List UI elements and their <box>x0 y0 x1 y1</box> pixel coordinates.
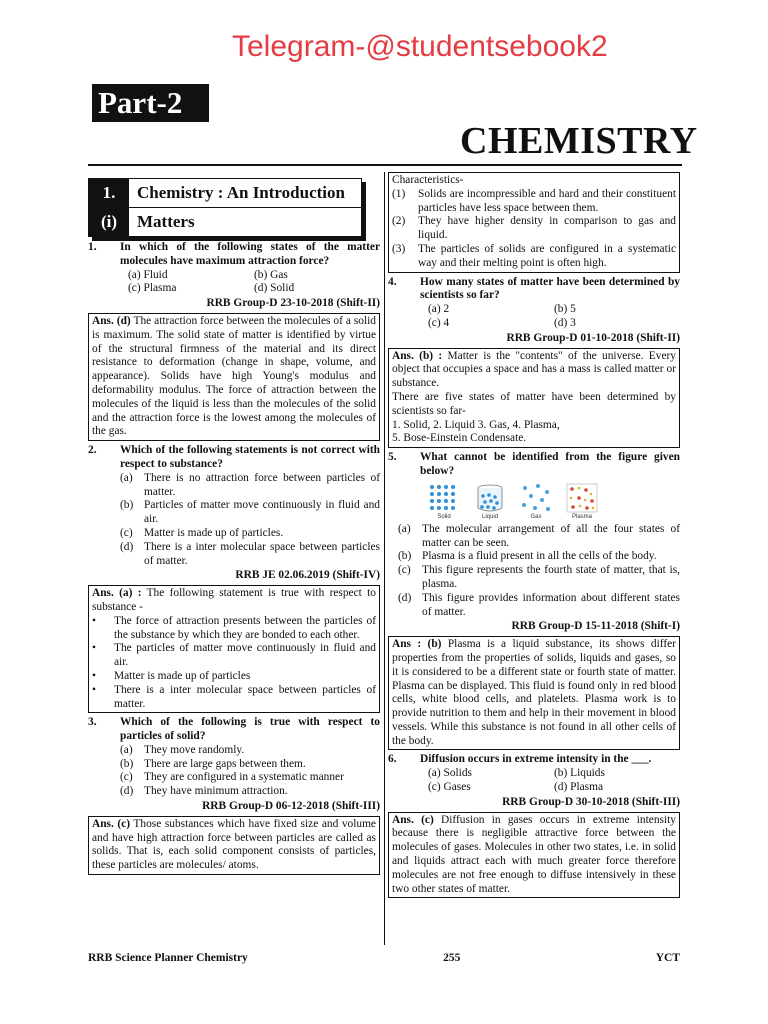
option: (a) Fluid <box>128 268 168 281</box>
question-number: 5. <box>388 451 397 464</box>
chapter-number: 1. <box>89 179 129 207</box>
answer-label: Ans. (c) <box>92 817 131 830</box>
option: (d) This figure provides information about different states of matter. <box>398 591 680 618</box>
bullet-item: • There is a inter molecular space between particles of matter. <box>92 683 376 710</box>
plasma-particles-image <box>566 483 598 513</box>
option: (b) Liquids <box>554 767 605 780</box>
question-6-options <box>388 767 680 795</box>
question-number: 4. <box>388 275 397 288</box>
option: (a) The molecular arrangement of all the four states of matter can be seen. <box>398 522 680 549</box>
option: (a) There is no attraction force between particles of matter. <box>120 471 380 498</box>
answer-text: The following statement is true with respect to substance - <box>92 587 376 613</box>
bullet-item: • The particles of matter move continuously in fluid and air. <box>92 642 376 669</box>
question-2-options <box>88 472 380 569</box>
figure-label: Gas <box>530 513 542 520</box>
section-title: Matters <box>137 212 195 232</box>
answer-text: Those substances which have fixed size and volume and have high attraction force between particles are called as solids. That is, each solid component consists of particles, these particles are molecules/ atoms. <box>92 817 376 872</box>
answer-box <box>88 313 380 441</box>
option: (a) 2 <box>428 303 450 316</box>
figure-label: Liquid <box>481 513 498 520</box>
question-5 <box>388 451 680 479</box>
page-footer <box>88 952 680 966</box>
answer-text: 1. Solid, 2. Liquid 3. Gas, 4. Plasma, <box>392 418 560 431</box>
footer-book-title: RRB Science Planner Chemistry <box>88 952 248 964</box>
page-number: 255 <box>443 952 461 964</box>
option: (c) Gases <box>428 781 471 794</box>
question-2 <box>88 444 380 472</box>
figure-label: Solid <box>437 513 451 520</box>
characteristic-item: (1) Solids are incompressible and hard and their constituent particles have less space between them. <box>392 187 676 214</box>
telegram-watermark: Telegram-@studentsebook2 <box>232 30 608 63</box>
question-number: 6. <box>388 753 397 766</box>
answer-label: Ans. (b) : <box>392 349 443 362</box>
figure-label: Plasma <box>571 513 592 520</box>
left-column <box>88 172 380 878</box>
answer-label: Ans. (c) <box>392 813 434 826</box>
question-text: How many states of matter have been determined by scientists so far? <box>420 275 680 302</box>
liquid-figure <box>474 483 506 521</box>
section-number: (i) <box>89 208 129 236</box>
option: (c) They are configured in a systematic manner <box>120 771 344 784</box>
answer-text: Plasma is a liquid substance, its shows differ properties from the properties of solids, liquids and gases, so it is considered to be a different state or fourth state of matter. Plasma can be displayed. This fluid is found only in red blood cells, white blood cells, and platelets. Plasma work is to provide nutrition to them and help in their movement in blood vessels. While this substance is not found in all other cells of the body. <box>392 638 676 747</box>
answer-label: Ans. (a) : <box>92 587 142 600</box>
option: (a) Solids <box>428 767 472 780</box>
question-4 <box>388 276 680 304</box>
answer-label: Ans. (d) <box>92 314 131 327</box>
question-text: Which of the following is true with respect to particles of solid? <box>120 716 380 743</box>
answer-box <box>88 585 380 713</box>
option: (d) Solid <box>254 282 295 295</box>
answer-box <box>388 812 680 899</box>
answer-box <box>88 816 380 875</box>
characteristics-title: Characteristics- <box>392 174 464 186</box>
footer-publisher: YCT <box>655 952 680 964</box>
answer-box <box>388 636 680 750</box>
subject-title: CHEMISTRY <box>460 120 698 162</box>
characteristics-box <box>388 172 680 273</box>
question-source: RRB Group-D 01-10-2018 (Shift-II) <box>506 331 680 344</box>
option: (b) Gas <box>254 268 288 281</box>
answer-text: The attraction force between the molecules of a solid is maximum. The solid state of matter is identified by virtue of the structural firmness of the material and its direct resistance to deformation (change in shape, volume, and appearance). Solids have high Young's modulus and deformability modulus. The force of attraction between the molecules of the liquid is less than the molecules of the solid and the attraction force is the lowest among the molecules of the gas. <box>92 314 376 438</box>
option: (a) They move randomly. <box>120 743 245 756</box>
question-text: What cannot be identified from the figure given below? <box>420 451 680 477</box>
option: (d) There is a inter molecular space between particles of matter. <box>120 540 380 567</box>
states-of-matter-figure <box>388 483 680 521</box>
option: (d) They have minimum attraction. <box>120 785 288 798</box>
question-text: Diffusion occurs in extreme intensity in the ___. <box>420 753 652 766</box>
gas-particles-image <box>520 483 552 513</box>
answer-text: Diffusion in gases occurs in extreme intensity because there is negligible attractive force between the molecules of gases. Molecules in other two states, i.e. in solid and liquids attract each with much greater force therefore molecules are not free enough to diffuse intensively in these two other states of matter. <box>392 813 677 895</box>
solid-particles-image <box>428 483 460 513</box>
column-divider <box>384 172 385 945</box>
characteristic-item: (2) They have higher density in comparison to gas and liquid. <box>392 215 676 242</box>
answer-box <box>388 348 680 449</box>
option: (c) This figure represents the fourth state of matter, that is, plasma. <box>398 564 680 590</box>
question-text: In which of the following states of the matter molecules have maximum attraction force? <box>120 241 380 267</box>
answer-text: Matter is the "contents" of the universe. Every object that occupies a space and has a mass is called matter or substance. <box>392 349 676 390</box>
question-text: Which of the following statements is not correct with respect to substance? <box>120 444 380 470</box>
option: (c) Matter is made up of particles. <box>120 526 284 539</box>
question-source: RRB Group-D 15-11-2018 (Shift-I) <box>511 620 680 633</box>
chapter-heading-box <box>88 178 362 237</box>
question-6 <box>388 753 680 767</box>
header-rule <box>88 164 682 166</box>
question-4-options <box>388 303 680 331</box>
solid-figure <box>428 483 460 521</box>
question-source: RRB Group-D 30-10-2018 (Shift-III) <box>502 795 680 808</box>
characteristic-item: (3) The particles of solids are configured in a systematic way and their melting point is often high. <box>392 242 676 269</box>
option: (d) 3 <box>554 316 576 329</box>
bullet-item: • The force of attraction presents between the particles of the substance by which they are bonded to each other. <box>92 614 376 641</box>
question-number: 2. <box>88 444 97 457</box>
question-3-options <box>88 744 380 799</box>
option: (b) There are large gaps between them. <box>120 757 306 770</box>
question-1-options <box>88 269 380 297</box>
question-number: 1. <box>88 241 97 253</box>
question-source: RRB Group-D 06-12-2018 (Shift-III) <box>202 800 380 813</box>
option: (b) 5 <box>554 303 576 316</box>
option: (c) 4 <box>428 316 450 329</box>
liquid-beaker-image <box>474 483 506 513</box>
question-3 <box>88 716 380 744</box>
option: (d) Plasma <box>554 781 604 794</box>
option: (c) Plasma <box>128 282 177 295</box>
right-column <box>388 172 680 901</box>
answer-text: 5. Bose-Einstein Condensate. <box>392 432 527 445</box>
question-1 <box>88 241 380 269</box>
question-number: 3. <box>88 716 97 729</box>
chapter-title: Chemistry : An Introduction <box>137 183 345 203</box>
option: (b) Plasma is a fluid present in all the cells of the body. <box>398 550 657 563</box>
answer-label: Ans : (b) <box>392 638 442 651</box>
question-source: RRB Group-D 23-10-2018 (Shift-II) <box>206 297 380 310</box>
bullet-item: • Matter is made up of particles <box>92 669 251 682</box>
answer-text: There are five states of matter have been determined by scientists so far- <box>392 390 676 417</box>
option: (b) Particles of matter move continuously in fluid and air. <box>120 499 380 526</box>
gas-figure <box>520 483 552 521</box>
part-label: Part-2 <box>92 84 209 122</box>
question-5-options <box>388 523 680 620</box>
plasma-figure <box>566 483 598 521</box>
question-source: RRB JE 02.06.2019 (Shift-IV) <box>235 569 380 582</box>
